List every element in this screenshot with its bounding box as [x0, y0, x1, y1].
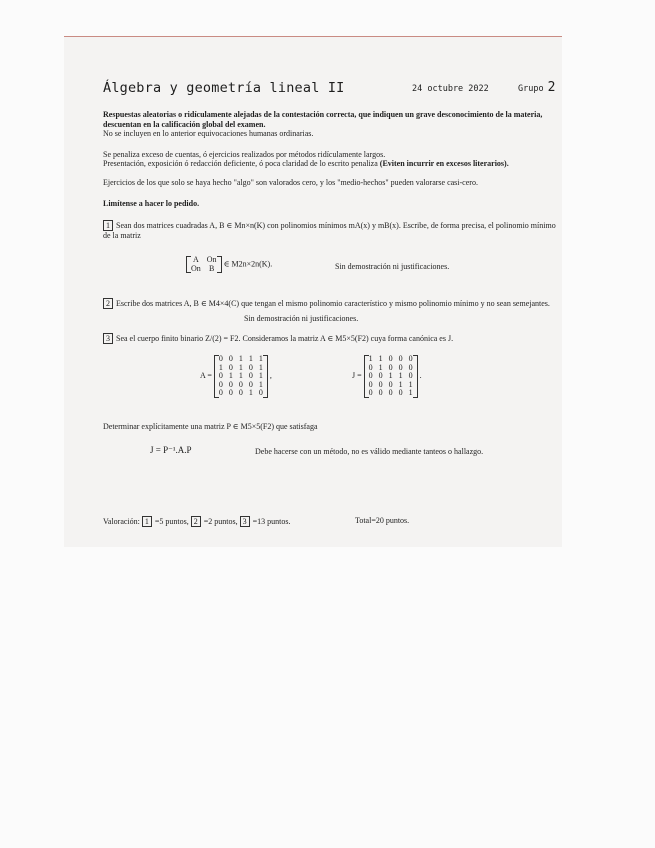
penalty-line-1: Se penaliza exceso de cuentas, ó ejercicios realizados por métodos ridículamente largos. [103, 150, 386, 159]
matrix-j-cell: 0 [398, 354, 403, 363]
penalty-line-2b: (Eviten incurrir en excesos literarios). [379, 159, 509, 168]
question-2 [103, 298, 558, 309]
penalty-line-3: Ejercicios de los que solo se haya hecho "algo" son valorados cero, y los "medio-hechos" pueden valorarse casi-cero. [103, 178, 478, 187]
question-2-text: Escribe dos matrices A, B ∈ M4×4(C) que tengan el mismo polinomio característico y mismo polinomio mínimo y no sean semejantes. [116, 299, 550, 308]
matrix-j-cell: 1 [398, 371, 403, 380]
matrix-a-label: A = [200, 371, 212, 381]
limit-instruction: Limítense a hacer lo pedido. [103, 199, 200, 208]
penalty-line-2a: Presentación, exposición ó redacción deficiente, ó poca claridad de lo escrito penaliza [103, 159, 378, 168]
matrix-j-cell: 1 [368, 354, 373, 363]
matrix-a-cell: 1 [258, 371, 263, 380]
valuation-q1-points: =5 puntos, [154, 517, 189, 526]
matrix-a-cell: 1 [218, 362, 223, 372]
matrix-j-cell: 0 [368, 388, 373, 397]
q1-matrix-cell: A [193, 255, 199, 264]
question-1-number: 1 [103, 220, 113, 231]
valuation [103, 516, 290, 527]
q2-note: Sin demostración ni justificaciones. [244, 314, 359, 323]
matrix-a-cell: 1 [248, 388, 253, 397]
valuation-label: Valoración: [103, 517, 140, 526]
matrix-j-cell: 0 [398, 362, 403, 372]
matrix-j-cell: 0 [408, 354, 413, 363]
matrix-j-cell: 0 [398, 388, 403, 397]
q1-matrix [186, 256, 222, 273]
matrix-a-cell: 0 [228, 362, 233, 372]
matrix-a-cell: 0 [218, 379, 223, 389]
valuation-q2: 2 [191, 516, 201, 527]
matrix-j-block: J = 1 1 0 0 0 0 1 0 0 0 0 0 1 1 0 0 0 0 1 1 0 0 0 0 1 . [352, 354, 422, 397]
group-label [518, 80, 555, 95]
matrix-j-cell: 0 [388, 388, 393, 397]
matrix-a-cell: 0 [238, 388, 243, 397]
matrix-a-cell: 0 [248, 371, 253, 380]
group-text: Grupo [518, 84, 544, 94]
question-3-text: Sea el cuerpo finito binario Z/(2) = F2. Consideramos la matriz A ∈ M5×5(F2) cuya forma canónica es J. [116, 334, 454, 343]
q1-matrix-cell: B [209, 263, 215, 273]
exam-date: 24 octubre 2022 [412, 84, 489, 94]
question-3 [103, 333, 558, 344]
matrix-a-cell: 0 [218, 388, 223, 397]
matrix-a-cell: 1 [238, 371, 243, 380]
q1-matrix-cell: On [206, 255, 217, 264]
matrix-j-cell: 1 [378, 354, 383, 363]
matrix-j-cell: 0 [368, 371, 373, 380]
matrix-a-cell: 1 [258, 354, 263, 363]
group-number: 2 [547, 80, 556, 95]
valuation-q2-points: =2 puntos, [203, 517, 238, 526]
matrix-j-cell: 1 [378, 362, 383, 372]
intro-note: No se incluyen en lo anterior equivocaciones humanas ordinarias. [103, 129, 314, 138]
matrix-j-cell: 0 [378, 371, 383, 380]
q3-equation: J = P⁻¹.A.P [150, 445, 192, 455]
matrix-j-cell: 0 [368, 379, 373, 389]
matrix-j-cell: 1 [398, 379, 403, 389]
question-2-number: 2 [103, 298, 113, 309]
matrix-a-cell: 1 [248, 354, 253, 363]
intro-warning: Respuestas aleatorias o ridículamente alejadas de la contestación correcta, que indiquen un grave desconocimiento de la materia, descuentan en la calificación global del examen. [103, 110, 543, 129]
matrix-j-cell: 0 [368, 362, 373, 372]
matrix-a-cell: 1 [238, 354, 243, 363]
matrix-a-cell: 0 [248, 379, 253, 389]
matrix-a-cell: 0 [238, 379, 243, 389]
matrix-a-cell: 0 [228, 388, 233, 397]
matrix-a-block: A = 0 0 1 1 1 1 0 1 0 1 0 1 1 0 1 0 0 0 0 1 0 0 0 1 0 , [200, 354, 272, 397]
matrix-j-cell: 0 [408, 371, 413, 380]
matrix-j-cell: 0 [378, 379, 383, 389]
q1-note: Sin demostración ni justificaciones. [335, 262, 450, 271]
question-3-number: 3 [103, 333, 113, 344]
matrix-j [364, 355, 418, 398]
valuation-q1: 1 [142, 516, 152, 527]
matrix-a-cell: 1 [228, 371, 233, 380]
q1-block-matrix [186, 256, 272, 273]
matrix-a-cell: 0 [228, 379, 233, 389]
matrix-a-cell: 0 [258, 388, 263, 397]
valuation-total: Total=20 puntos. [355, 516, 410, 525]
matrix-j-cell: 1 [408, 388, 413, 397]
matrix-a-cell: 1 [238, 362, 243, 372]
q3-task: Determinar explícitamente una matriz P ∈ M5×5(F2) que satisfaga [103, 422, 318, 431]
matrix-a-cell: 0 [218, 354, 223, 363]
matrix-a-cell: 0 [218, 371, 223, 380]
matrix-j-cell: 1 [408, 379, 413, 389]
matrix-j-cell: 0 [388, 354, 393, 363]
penalty-line-2 [103, 159, 558, 169]
matrix-a [214, 355, 268, 398]
q3-note: Debe hacerse con un método, no es válido mediante tanteos o hallazgo. [255, 447, 484, 456]
question-1 [103, 220, 558, 241]
matrix-j-cell: 1 [388, 371, 393, 380]
matrix-j-cell: 0 [408, 362, 413, 372]
q1-membership: ∈ M2n×2n(K). [223, 259, 273, 269]
matrix-j-cell: 0 [388, 362, 393, 372]
matrix-a-cell: 0 [248, 362, 253, 372]
q1-matrix-cell: On [191, 263, 201, 273]
question-1-text: Sean dos matrices cuadradas A, B ∈ Mn×n(K) con polinomios mínimos mA(x) y mB(x). Escribe, de forma precisa, el polinomio mínimo de la matriz [103, 221, 556, 240]
matrix-j-cell: 0 [388, 379, 393, 389]
matrix-j-cell: 0 [378, 388, 383, 397]
exam-title: Álgebra y geometría lineal II [103, 80, 345, 96]
matrix-a-cell: 1 [258, 379, 263, 389]
matrix-a-cell: 1 [258, 362, 263, 372]
matrix-j-label: J = [352, 371, 362, 381]
matrix-a-cell: 0 [228, 354, 233, 363]
valuation-q3: 3 [240, 516, 250, 527]
valuation-q3-points: =13 puntos. [252, 517, 291, 526]
